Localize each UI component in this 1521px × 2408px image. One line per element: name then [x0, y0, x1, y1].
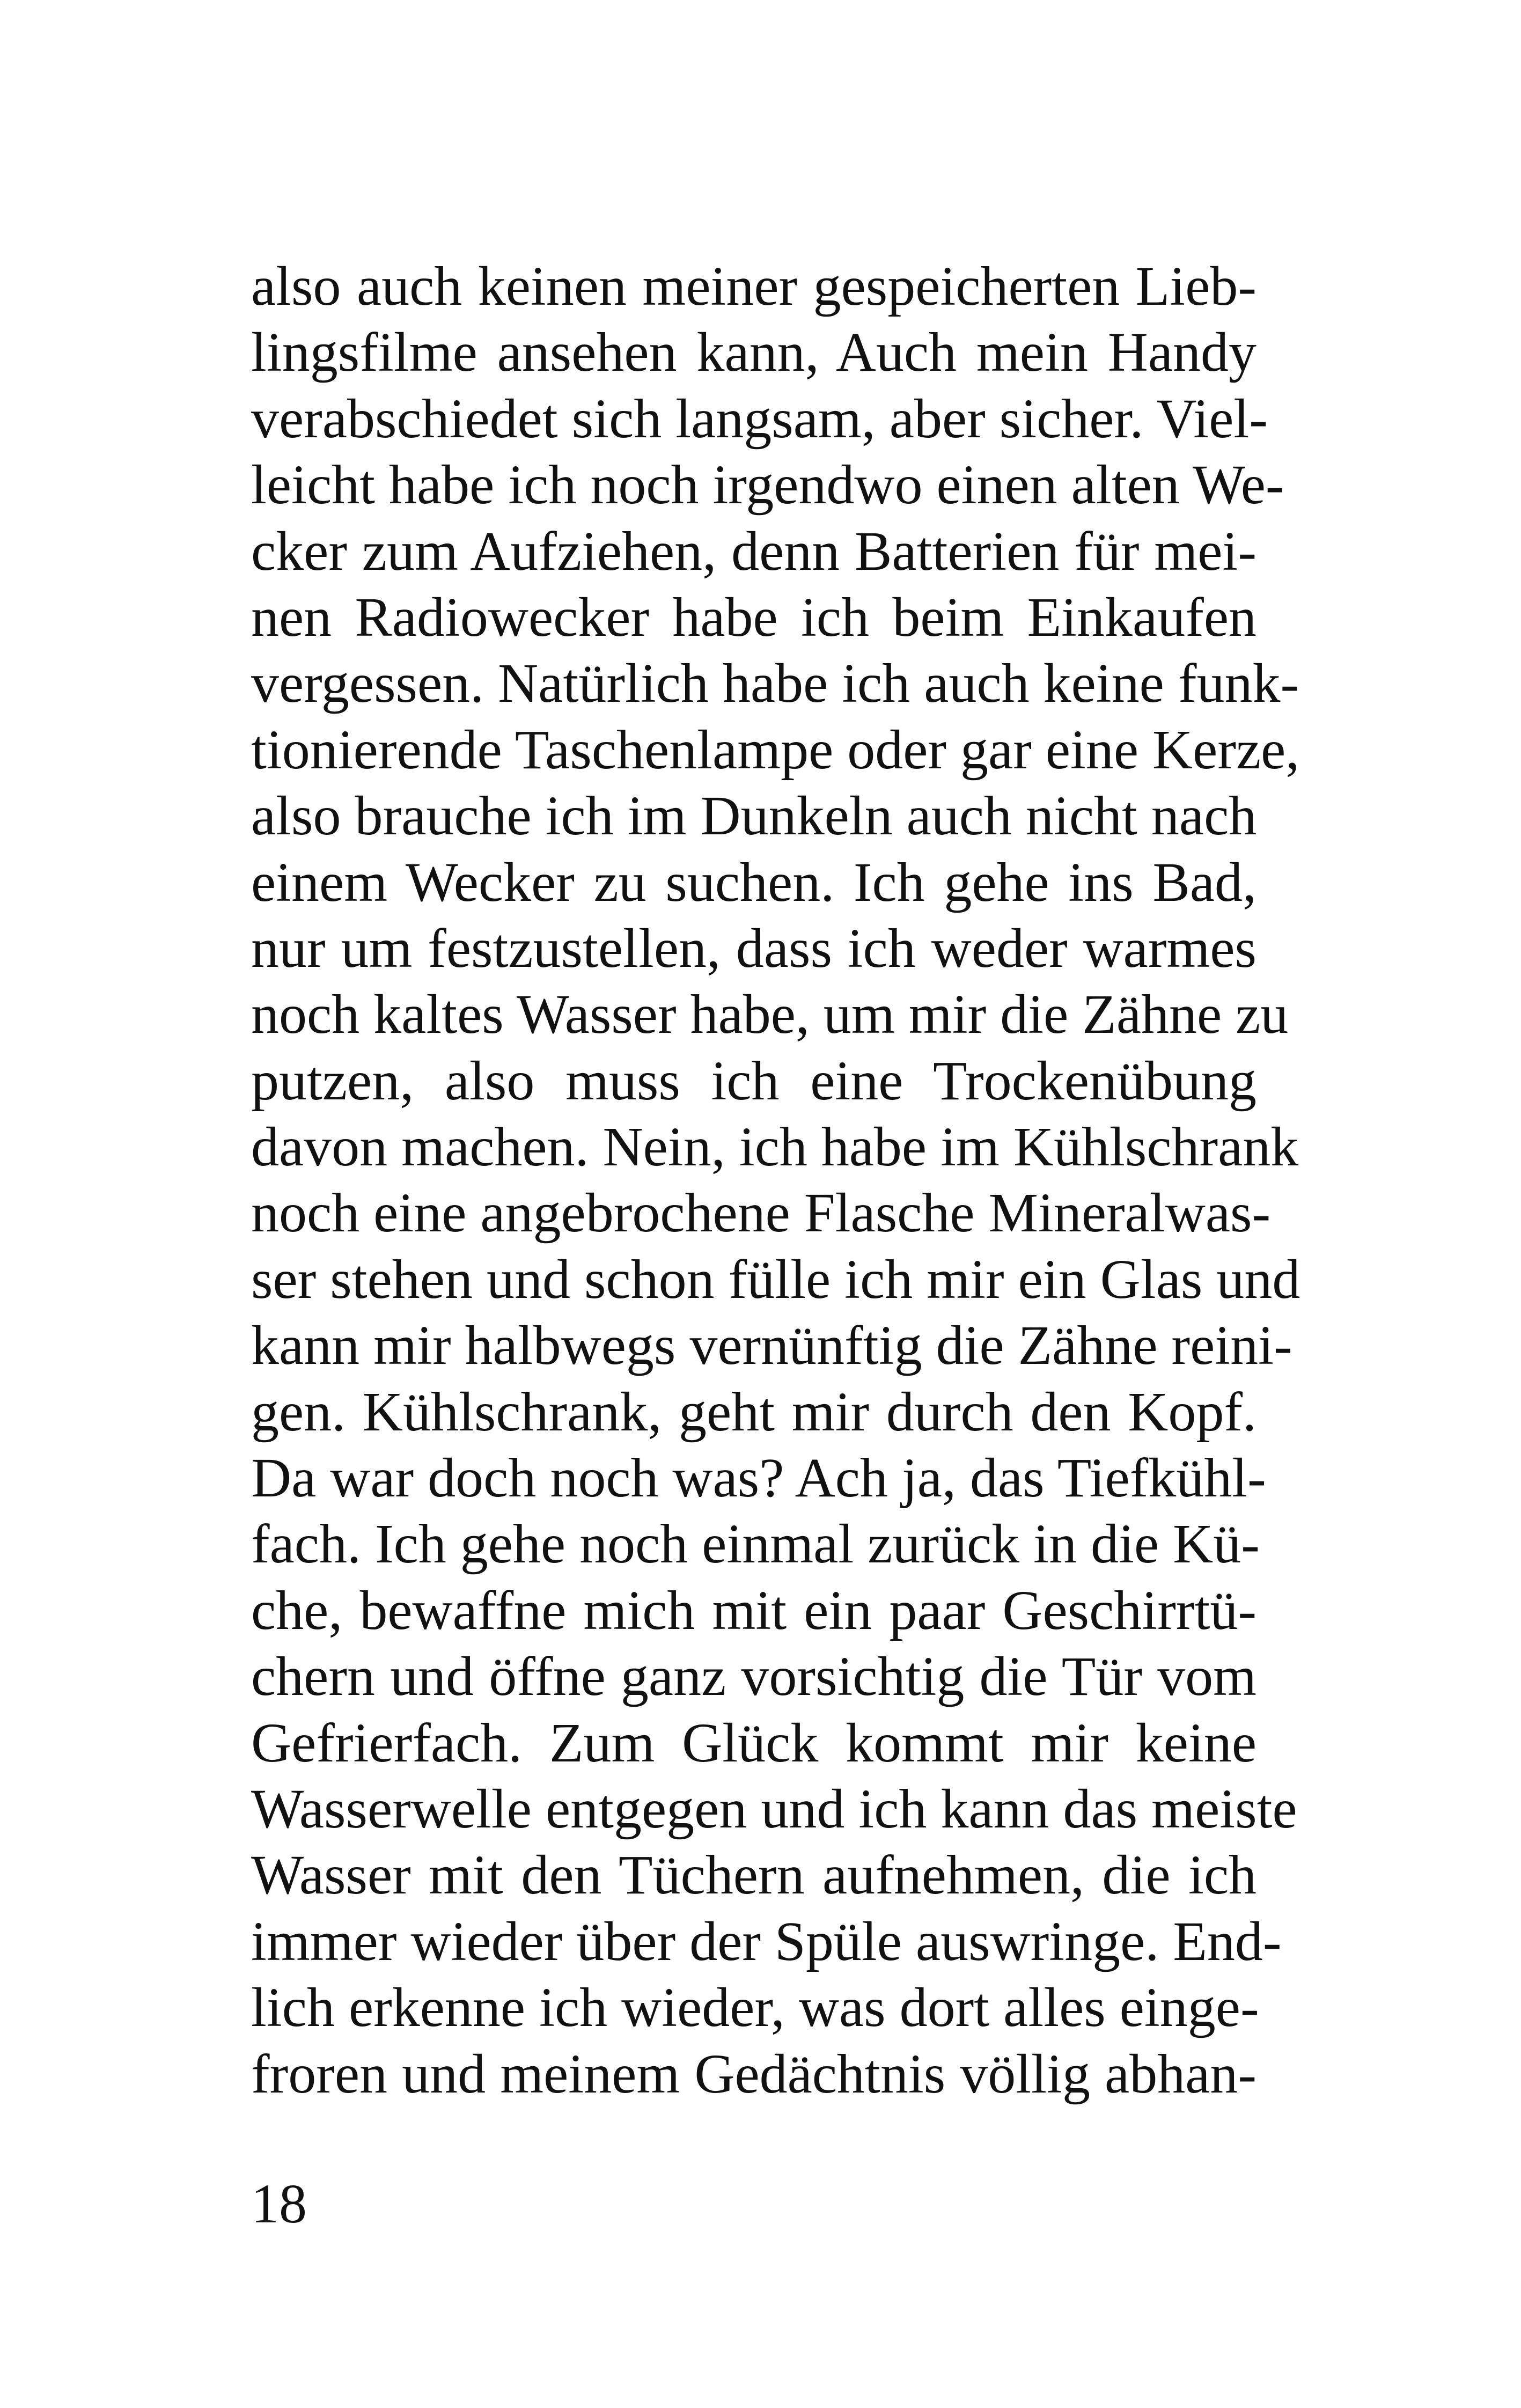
text-line: lich erkenne ich wieder, was dort alles einge-	[251, 1977, 1259, 2039]
text-line: nur um festzustellen, dass ich weder warmes	[251, 917, 1257, 979]
text-line: lingsfilme ansehen kann, Auch mein Handy	[251, 321, 1257, 384]
text-line: gen. Kühlschrank, geht mir durch den Kopf.	[251, 1381, 1257, 1443]
page-number: 18	[251, 2173, 307, 2235]
text-line: froren und meinem Gedächtnis völlig abhan-	[251, 2043, 1257, 2105]
text-line: Wasser mit den Tüchern aufnehmen, die ich	[251, 1844, 1257, 1906]
text-line: Gefrierfach. Zum Glück kommt mir keine	[251, 1712, 1257, 1774]
text-line: Wasserwelle entgegen und ich kann das meiste	[251, 1778, 1297, 1840]
text-line: putzen, also muss ich eine Trockenübung	[251, 1049, 1257, 1112]
text-line: Da war doch noch was? Ach ja, das Tiefkühl-	[251, 1447, 1266, 1509]
text-line: also brauche ich im Dunkeln auch nicht nach	[251, 785, 1257, 847]
text-line: ser stehen und schon fülle ich mir ein Glas und	[251, 1248, 1300, 1310]
text-line: fach. Ich gehe noch einmal zurück in die Kü-	[251, 1513, 1260, 1575]
text-line: verabschiedet sich langsam, aber sicher. Viel-	[251, 387, 1268, 450]
text-line: che, bewaffne mich mit ein paar Geschirrtü-	[251, 1579, 1257, 1641]
text-line: davon machen. Nein, ich habe im Kühlschrank	[251, 1116, 1299, 1178]
text-line: noch eine angebrochene Flasche Mineralwas-	[251, 1182, 1271, 1244]
body-text	[251, 253, 1300, 2107]
text-line: cker zum Aufziehen, denn Batterien für mei-	[251, 520, 1257, 582]
text-line: immer wieder über der Spüle auswringe. End-	[251, 1910, 1282, 1972]
text-line: also auch keinen meiner gespeicherten Lieb-	[251, 255, 1257, 317]
text-line: nen Radiowecker habe ich beim Einkaufen	[251, 586, 1257, 648]
text-line: tionierende Taschenlampe oder gar eine Kerze,	[251, 718, 1300, 781]
text-line: chern und öffne ganz vorsichtig die Tür vom	[251, 1646, 1257, 1708]
text-line: vergessen. Natürlich habe ich auch keine funk-	[251, 652, 1299, 715]
text-line: kann mir halbwegs vernünftig die Zähne reini-	[251, 1315, 1292, 1377]
text-line: einem Wecker zu suchen. Ich gehe ins Bad,	[251, 851, 1257, 913]
text-line: leicht habe ich noch irgendwo einen alten We-	[251, 454, 1284, 516]
text-line: noch kaltes Wasser habe, um mir die Zähne zu	[251, 983, 1289, 1046]
